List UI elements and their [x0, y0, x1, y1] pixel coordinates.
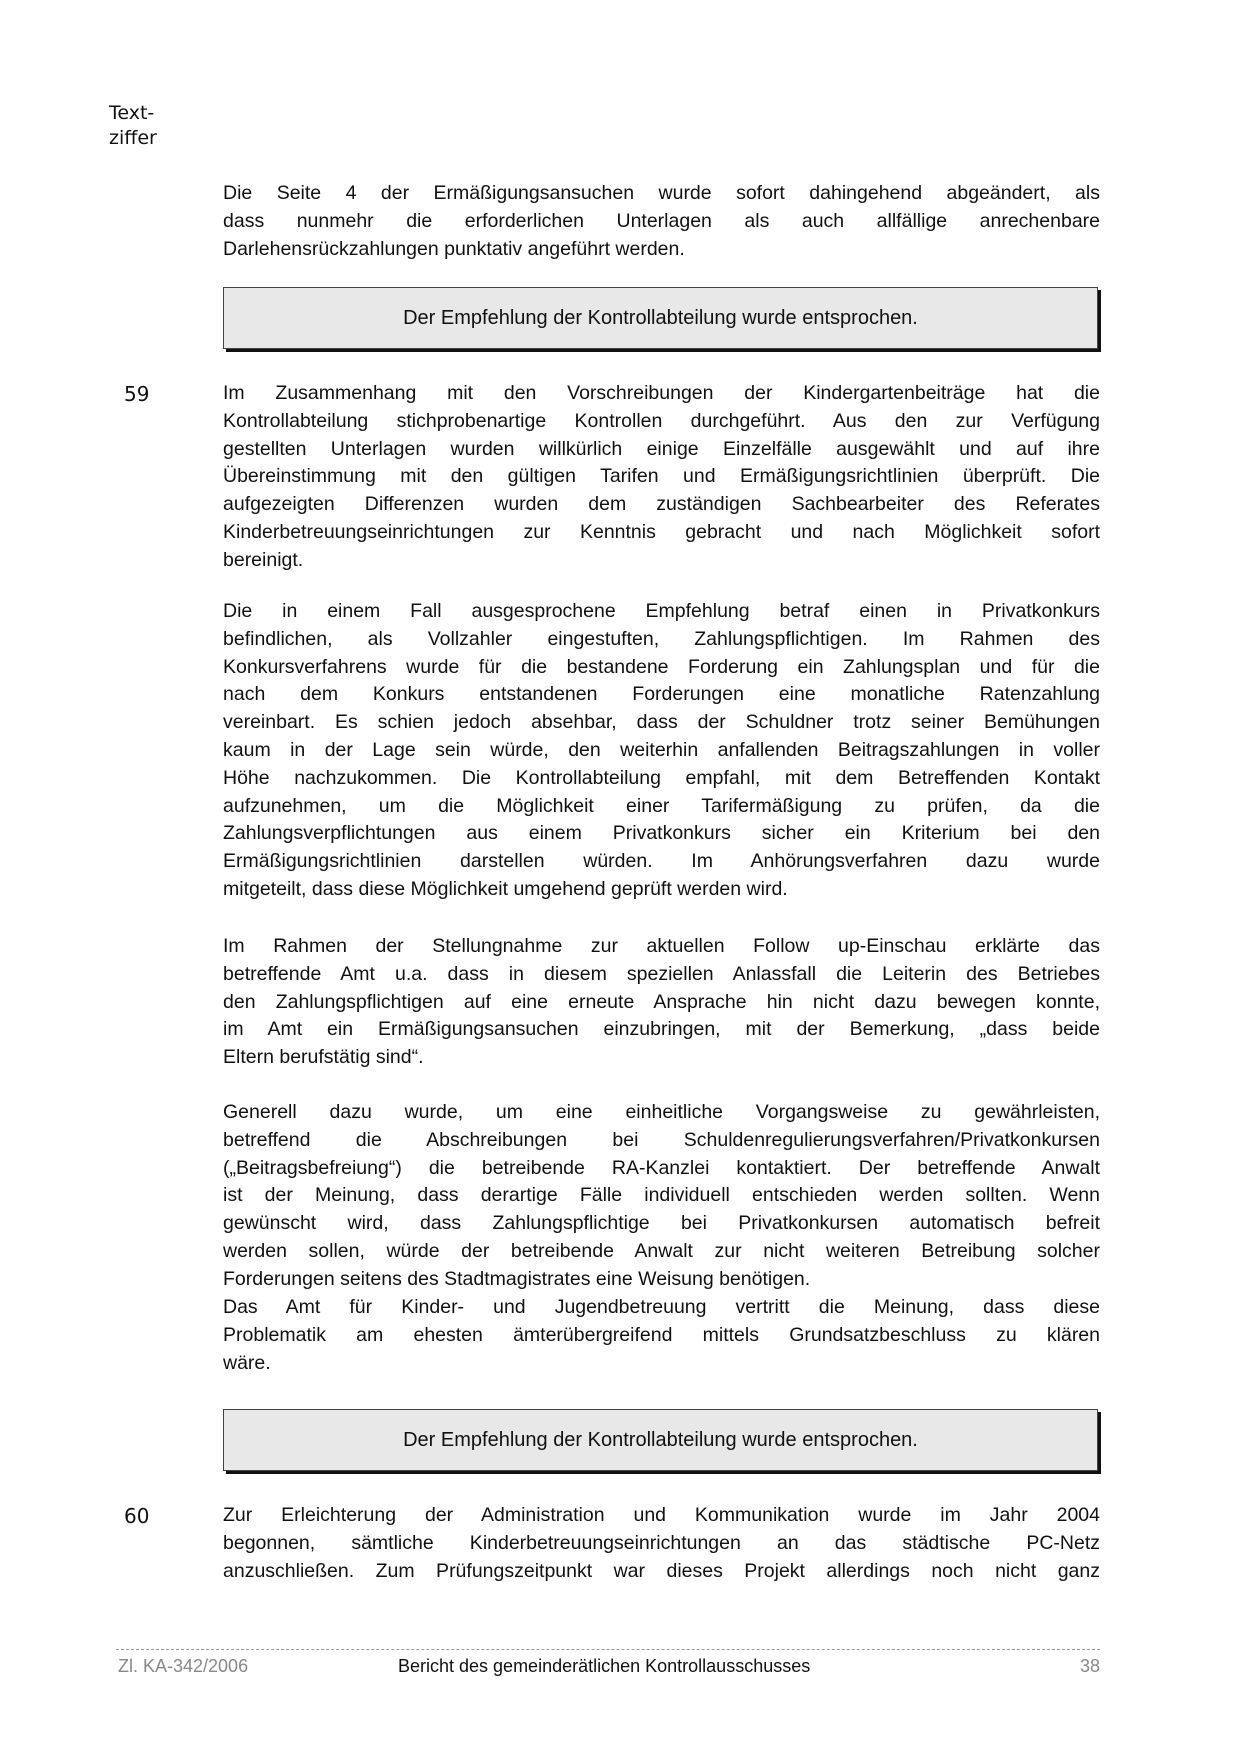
paragraph: [223, 933, 1100, 1072]
footer-divider: [116, 1649, 1100, 1650]
text-line: Übereinstimmung mit den gültigen Tarifen und Ermäßigungsrichtlinien überprüft. Die: [223, 465, 1100, 488]
text-line: Kinderbetreuungseinrichtungen zur Kenntnis gebracht und nach Möglichkeit sofort: [223, 520, 1100, 543]
text-line: befindlichen, als Vollzahler eingestuften, Zahlungspflichtigen. Im Rahmen des: [223, 627, 1100, 650]
recommendation-text: Der Empfehlung der Kontrollabteilung wurde entsprochen.: [403, 1428, 918, 1451]
text-line: Konkursverfahrens wurde für die bestandene Forderung ein Zahlungsplan und für die: [223, 655, 1100, 678]
text-line: Zahlungsverpflichtungen aus einem Privatkonkurs sicher ein Kriterium bei den: [223, 822, 1100, 845]
text-line: Zur Erleichterung der Administration und Kommunikation wurde im Jahr 2004: [223, 1504, 1100, 1526]
text-line: aufzunehmen, um die Möglichkeit einer Tarifermäßigung zu prüfen, da die: [223, 794, 1100, 817]
text-line: mitgeteilt, dass diese Möglichkeit umgehend geprüft werden wird.: [223, 877, 788, 900]
text-line: betreffend die Abschreibungen bei Schuldenregulierungsverfahren/Privatkonkursen: [223, 1128, 1100, 1151]
text-line: Das Amt für Kinder- und Jugendbetreuung vertritt die Meinung, dass diese: [223, 1296, 1100, 1318]
text-line: wäre.: [223, 1351, 271, 1374]
text-line: nach dem Konkurs entstandenen Forderungen eine monatliche Ratenzahlung: [223, 683, 1100, 706]
text-line: Problematik am ehesten ämterübergreifend mittels Grundsatzbeschluss zu klären: [223, 1323, 1100, 1346]
text-line: dass nunmehr die erforderlichen Unterlagen als auch allfällige anrechenbare: [223, 209, 1100, 232]
paragraph: [223, 1294, 1100, 1377]
text-line: bereinigt.: [223, 548, 304, 571]
text-line: kaum in der Lage sein würde, den weiterhin anfallenden Beitragszahlungen in voller: [223, 738, 1100, 761]
text-line: gestellten Unterlagen wurden willkürlich einige Einzelfälle ausgewählt und auf ihre: [223, 437, 1100, 460]
text-line: Darlehensrückzahlungen punktativ angeführt werden.: [223, 237, 685, 260]
text-line: Im Zusammenhang mit den Vorschreibungen der Kindergartenbeiträge hat die: [223, 382, 1100, 404]
text-line: betreffende Amt u.a. dass in diesem speziellen Anlassfall die Leiterin des Betriebes: [223, 962, 1100, 985]
paragraph-number: 60: [124, 1504, 150, 1528]
text-line: vereinbart. Es schien jedoch absehbar, dass der Schuldner trotz seiner Bemühungen: [223, 711, 1100, 734]
text-line: („Beitragsbefreiung“) die betreibende RA-Kanzlei kontaktiert. Der betreffende Anwalt: [223, 1156, 1100, 1179]
text-line: Die in einem Fall ausgesprochene Empfehlung betraf einen in Privatkonkurs: [223, 600, 1100, 622]
paragraph: [223, 180, 1100, 263]
text-line: ist der Meinung, dass derartige Fälle individuell entschieden werden sollten. Wenn: [223, 1184, 1100, 1207]
text-line: begonnen, sämtliche Kinderbetreuungseinrichtungen an das städtische PC-Netz: [223, 1531, 1100, 1554]
paragraph-number: 59: [124, 382, 150, 406]
margin-label-line: Text-: [109, 102, 155, 124]
recommendation-text: Der Empfehlung der Kontrollabteilung wurde entsprochen.: [403, 306, 918, 329]
text-line: Höhe nachzukommen. Die Kontrollabteilung empfahl, mit dem Betreffenden Kontakt: [223, 766, 1100, 789]
recommendation-box: [223, 1409, 1098, 1471]
text-line: werden sollen, würde der betreibende Anwalt zur nicht weiteren Betreibung solcher: [223, 1239, 1100, 1262]
text-line: Im Rahmen der Stellungnahme zur aktuellen Follow up-Einschau erklärte das: [223, 935, 1100, 957]
text-line: den Zahlungspflichtigen auf eine erneute Ansprache hin nicht dazu bewegen konnte,: [223, 990, 1100, 1013]
footer-reference: Zl. KA-342/2006: [118, 1656, 249, 1676]
margin-label-line: ziffer: [109, 127, 157, 149]
text-line: Eltern berufstätig sind“.: [223, 1046, 424, 1069]
text-line: Forderungen seitens des Stadtmagistrates eine Weisung benötigen.: [223, 1267, 811, 1290]
recommendation-box: [223, 287, 1098, 349]
text-line: Die Seite 4 der Ermäßigungsansuchen wurde sofort dahingehend abgeändert, als: [223, 182, 1100, 204]
text-line: gewünscht wird, dass Zahlungspflichtige bei Privatkonkursen automatisch befreit: [223, 1212, 1100, 1235]
text-line: Kontrollabteilung stichprobenartige Kontrollen durchgeführt. Aus den zur Verfügung: [223, 409, 1100, 432]
text-line: Ermäßigungsrichtlinien darstellen würden. Im Anhörungsverfahren dazu wurde: [223, 850, 1100, 873]
paragraph: [223, 1099, 1100, 1294]
footer-title: Bericht des gemeinderätlichen Kontrollausschusses: [398, 1656, 811, 1676]
paragraph: [223, 380, 1100, 575]
text-line: anzuschließen. Zum Prüfungszeitpunkt war dieses Projekt allerdings noch nicht ganz: [223, 1559, 1100, 1582]
page-number: 38: [1079, 1656, 1100, 1676]
text-line: aufgezeigten Differenzen wurden dem zuständigen Sachbearbeiter des Referates: [223, 493, 1100, 516]
text-line: Generell dazu wurde, um eine einheitliche Vorgangsweise zu gewährleisten,: [223, 1101, 1100, 1123]
paragraph: [223, 1502, 1100, 1585]
margin-label: [109, 101, 157, 151]
text-line: im Amt ein Ermäßigungsansuchen einzubringen, mit der Bemerkung, „dass beide: [223, 1018, 1100, 1041]
paragraph: [223, 598, 1100, 904]
